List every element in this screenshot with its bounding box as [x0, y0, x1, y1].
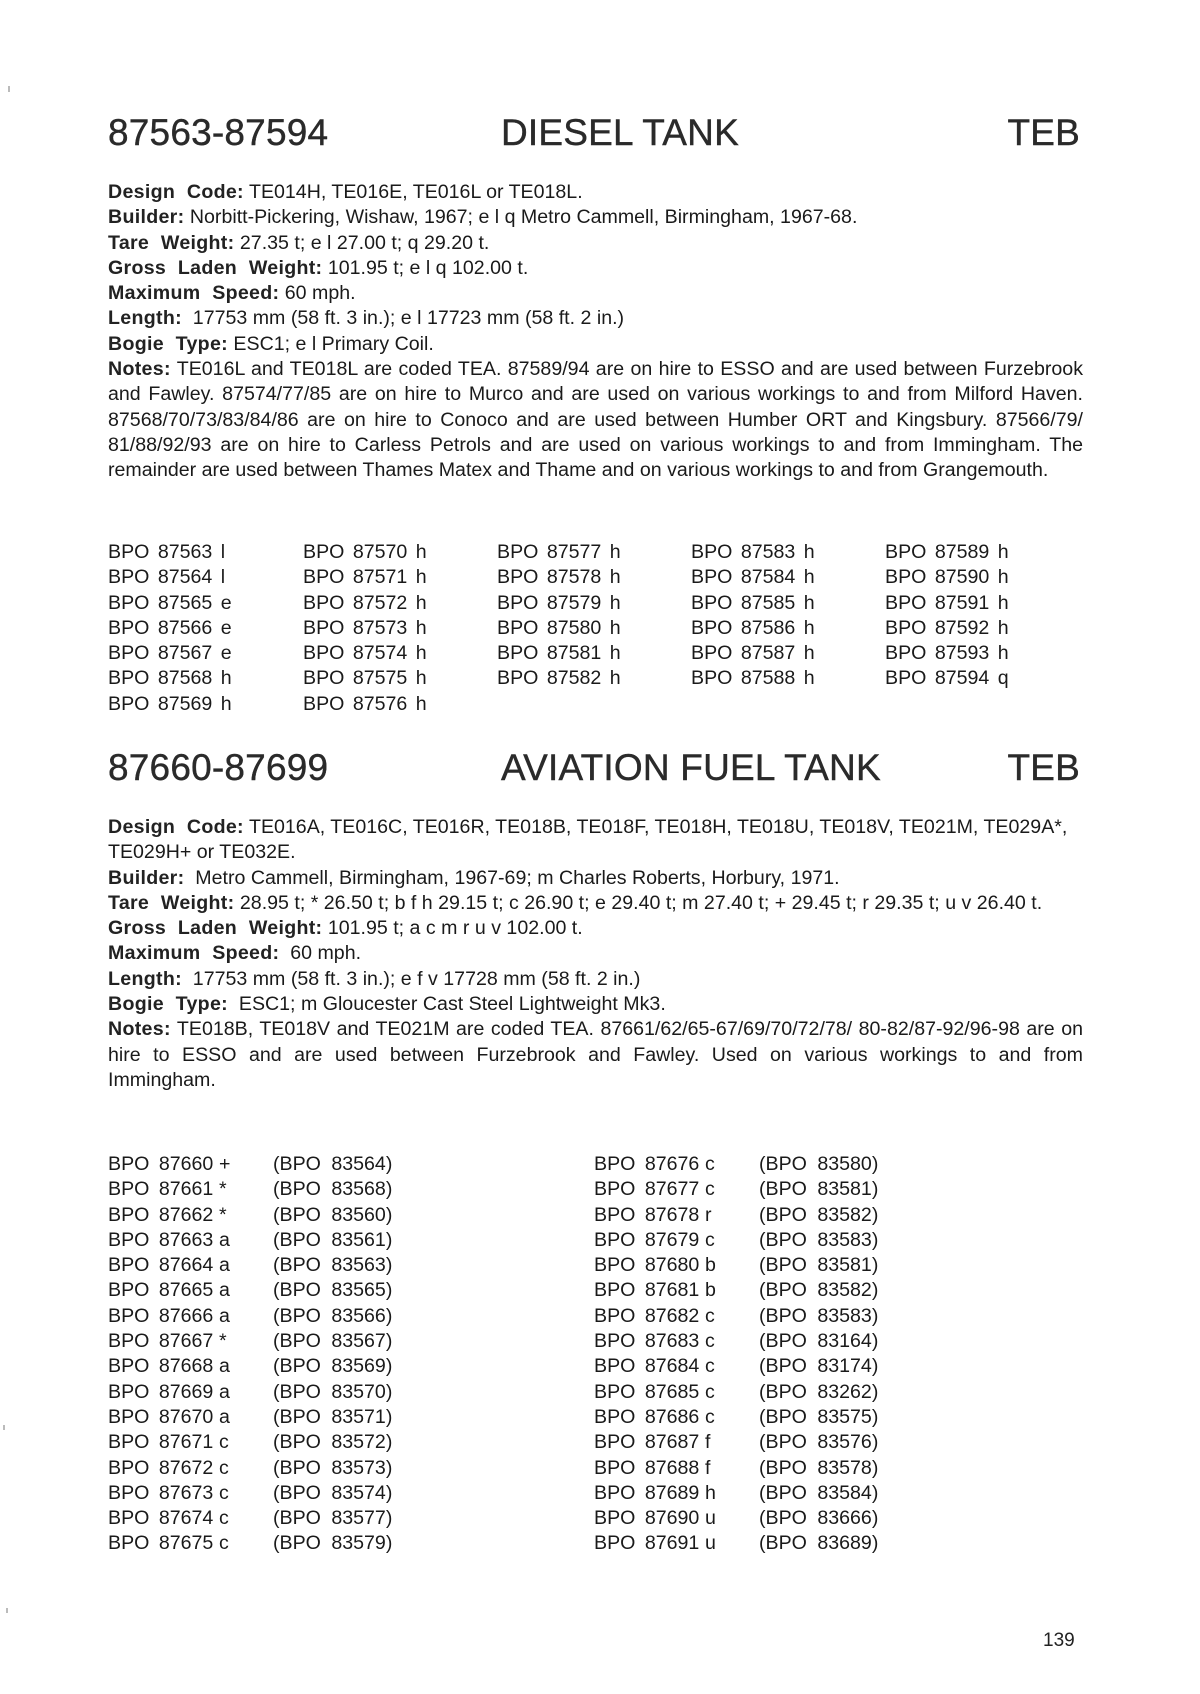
spec-line — [108, 332, 1083, 357]
spec-value: ESC1; m Gloucester Cast Steel Lightweight Mk3. — [227, 993, 666, 1016]
wagon-number: BPO 87687 — [594, 1431, 700, 1454]
wagon-number: BPO 87669 — [108, 1380, 214, 1403]
previous-number: (BPO 83560) — [273, 1203, 393, 1226]
spec-label: Length: — [108, 967, 182, 990]
spec-line — [108, 306, 1083, 331]
wagon-entry: BPO 87580 h — [497, 616, 621, 639]
variant-flag: c — [705, 1178, 715, 1201]
previous-number: (BPO 83571) — [273, 1405, 393, 1428]
previous-number: (BPO 83581) — [759, 1178, 879, 1201]
fleet-column — [303, 540, 483, 717]
wagon-number: BPO 87678 — [594, 1203, 700, 1226]
variant-flag: b — [705, 1254, 716, 1277]
wagon-entry: BPO 87567 e — [108, 642, 232, 665]
wagon-number: BPO 87685 — [594, 1380, 700, 1403]
scan-speck — [3, 1425, 5, 1430]
spec-value: TE016A, TE016C, TE016R, TE018B, TE018F, TE018H, TE018U, TE018V, TE021M, TE029A*, TE029H+ or TE032E. — [108, 816, 1073, 864]
wagon-entry: BPO 87574 h — [303, 642, 427, 665]
spec-value: 27.35 t; e l 27.00 t; q 29.20 t. — [234, 231, 490, 254]
specifications-diesel-tank — [108, 180, 1089, 484]
fleet-column — [108, 540, 288, 717]
spec-label: Maximum Speed: — [108, 282, 280, 305]
wagon-entry: BPO 87585 h — [691, 591, 815, 614]
previous-number: (BPO 83572) — [273, 1431, 393, 1454]
wagon-entry: BPO 87581 h — [497, 642, 621, 665]
wagon-entry: BPO 87578 h — [497, 566, 621, 589]
scan-speck — [8, 86, 10, 92]
wagon-number: BPO 87691 — [594, 1532, 700, 1555]
previous-number: (BPO 83579) — [273, 1532, 393, 1555]
wagon-entry: BPO 87591 h — [885, 591, 1009, 614]
spec-line — [108, 357, 1089, 483]
spec-value: 101.95 t; a c m r u v 102.00 t. — [322, 917, 583, 940]
wagon-number: BPO 87671 — [108, 1431, 214, 1454]
fleet-column — [691, 540, 871, 692]
variant-flag: * — [219, 1330, 227, 1353]
variant-flag: h — [705, 1481, 716, 1504]
spec-line — [108, 967, 1083, 992]
previous-number: (BPO 83561) — [273, 1228, 393, 1251]
wagon-entry: BPO 87575 h — [303, 667, 427, 690]
variant-flag: a — [219, 1254, 230, 1277]
wagon-number-range: 87660-87699 — [108, 747, 329, 788]
variant-flag: c — [219, 1507, 229, 1530]
previous-number: (BPO 83583) — [759, 1304, 879, 1327]
wagon-number-range: 87563-87594 — [108, 112, 329, 153]
variant-flag: c — [705, 1405, 715, 1428]
variant-flag: u — [705, 1507, 716, 1530]
wagon-number: BPO 87668 — [108, 1355, 214, 1378]
previous-number: (BPO 83582) — [759, 1203, 879, 1226]
wagon-entry: BPO 87568 h — [108, 667, 232, 690]
wagon-number: BPO 87664 — [108, 1254, 214, 1277]
spec-value: 60 mph. — [279, 282, 356, 305]
spec-line — [108, 281, 1083, 306]
spec-label: Length: — [108, 307, 182, 330]
wagon-type-title: AVIATION FUEL TANK — [501, 747, 881, 788]
previous-number: (BPO 83584) — [759, 1481, 879, 1504]
wagon-entry: BPO 87592 h — [885, 616, 1009, 639]
variant-flag: c — [219, 1481, 229, 1504]
wagon-entry: BPO 87587 h — [691, 642, 815, 665]
wagon-entry: BPO 87593 h — [885, 642, 1009, 665]
wagon-number: BPO 87684 — [594, 1355, 700, 1378]
wagon-number: BPO 87676 — [594, 1153, 700, 1175]
wagon-number: BPO 87689 — [594, 1481, 700, 1504]
spec-value: TE018B, TE018V and TE021M are coded TEA. 87661/62/65-67/69/70/72/78/ 80-82/87-92/96-98 are on hire to ESSO and are used between Furzebrook and Fawley. Used on various workings to and from Immingham. — [108, 1018, 1089, 1091]
wagon-number: BPO 87675 — [108, 1532, 214, 1555]
scan-speck — [6, 1608, 8, 1613]
previous-number: (BPO 83574) — [273, 1481, 393, 1504]
spec-label: Design Code: — [108, 816, 244, 838]
spec-label: Tare Weight: — [108, 891, 235, 914]
spec-line — [108, 180, 1083, 205]
spec-value: 17753 mm (58 ft. 3 in.); e f v 17728 mm (58 ft. 2 in.) — [181, 967, 641, 990]
previous-number: (BPO 83174) — [759, 1355, 879, 1378]
spec-value: TE014H, TE016E, TE016L or TE018L. — [243, 181, 583, 203]
variant-flag: a — [219, 1304, 230, 1327]
spec-value: 60 mph. — [279, 942, 362, 965]
previous-number: (BPO 83689) — [759, 1532, 879, 1555]
spec-value: 17753 mm (58 ft. 3 in.); e l 17723 mm (58 ft. 2 in.) — [181, 307, 625, 330]
spec-value: 101.95 t; e l q 102.00 t. — [322, 256, 529, 279]
spec-line — [108, 941, 1083, 966]
spec-label: Builder: — [108, 206, 185, 229]
variant-flag: c — [705, 1355, 715, 1378]
wagon-number: BPO 87672 — [108, 1456, 214, 1479]
previous-number: (BPO 83580) — [759, 1153, 879, 1175]
wagon-number: BPO 87686 — [594, 1405, 700, 1428]
wagon-number: BPO 87660 — [108, 1153, 214, 1175]
variant-flag: * — [219, 1203, 227, 1226]
variant-flag: c — [705, 1153, 715, 1175]
variant-flag: u — [705, 1532, 716, 1555]
previous-number: (BPO 83575) — [759, 1405, 879, 1428]
previous-number: (BPO 83262) — [759, 1380, 879, 1403]
variant-flag: f — [705, 1431, 711, 1454]
spec-line — [108, 992, 1083, 1017]
spec-line — [108, 866, 1083, 891]
variant-flag: b — [705, 1279, 716, 1302]
wagon-number: BPO 87673 — [108, 1481, 214, 1504]
wagon-number: BPO 87662 — [108, 1203, 214, 1226]
previous-number: (BPO 83576) — [759, 1431, 879, 1454]
previous-number: (BPO 83565) — [273, 1279, 393, 1302]
wagon-number: BPO 87688 — [594, 1456, 700, 1479]
wagon-entry: BPO 87590 h — [885, 566, 1009, 589]
previous-number: (BPO 83164) — [759, 1330, 879, 1353]
wagon-entry: BPO 87571 h — [303, 566, 427, 589]
spec-line — [108, 231, 1083, 256]
wagon-entry: BPO 87563 l — [108, 541, 226, 563]
variant-flag: a — [219, 1380, 230, 1403]
wagon-number: BPO 87663 — [108, 1228, 214, 1251]
wagon-entry: BPO 87576 h — [303, 692, 427, 715]
wagon-entry: BPO 87572 h — [303, 591, 427, 614]
spec-label: Notes: — [108, 358, 171, 381]
spec-value: Norbitt-Pickering, Wishaw, 1967; e l q Metro Cammell, Birmingham, 1967-68. — [184, 206, 858, 229]
variant-flag: c — [705, 1304, 715, 1327]
wagon-entry: BPO 87577 h — [497, 541, 621, 563]
section-heading-diesel-tank — [108, 112, 1080, 162]
fleet-column — [885, 540, 1065, 692]
wagon-number: BPO 87677 — [594, 1178, 700, 1201]
wagon-entry: BPO 87573 h — [303, 616, 427, 639]
wagon-number: BPO 87667 — [108, 1330, 214, 1353]
variant-flag: c — [219, 1431, 229, 1454]
spec-value: 28.95 t; * 26.50 t; b f h 29.15 t; c 26.90 t; e 29.40 t; m 27.40 t; + 29.45 t; r 29.35 t; u v 26.40 t. — [234, 891, 1043, 914]
wagon-entry: BPO 87584 h — [691, 566, 815, 589]
wagon-number: BPO 87682 — [594, 1304, 700, 1327]
wagon-entry: BPO 87565 e — [108, 591, 232, 614]
variant-flag: a — [219, 1228, 230, 1251]
tops-code: TEB — [1007, 747, 1080, 788]
wagon-entry: BPO 87566 e — [108, 616, 232, 639]
variant-flag: * — [219, 1178, 227, 1201]
previous-number: (BPO 83566) — [273, 1304, 393, 1327]
wagon-number: BPO 87674 — [108, 1507, 214, 1530]
variant-flag: c — [219, 1532, 229, 1555]
spec-label: Gross Laden Weight: — [108, 917, 323, 940]
section-heading-aviation-fuel-tank — [108, 747, 1080, 797]
previous-number: (BPO 83581) — [759, 1254, 879, 1277]
variant-flag: c — [219, 1456, 229, 1479]
previous-number: (BPO 83583) — [759, 1228, 879, 1251]
previous-number: (BPO 83569) — [273, 1355, 393, 1378]
wagon-entry: BPO 87586 h — [691, 616, 815, 639]
spec-label: Maximum Speed: — [108, 942, 280, 965]
wagon-number: BPO 87679 — [594, 1228, 700, 1251]
variant-flag: c — [705, 1380, 715, 1403]
previous-number: (BPO 83568) — [273, 1178, 393, 1201]
wagon-entry: BPO 87570 h — [303, 541, 427, 563]
wagon-number: BPO 87680 — [594, 1254, 700, 1277]
spec-label: Bogie Type: — [108, 332, 228, 355]
wagon-entry: BPO 87569 h — [108, 692, 232, 715]
spec-label: Design Code: — [108, 181, 244, 203]
wagon-entry: BPO 87583 h — [691, 541, 815, 563]
wagon-type-title: DIESEL TANK — [501, 112, 739, 153]
wagon-entry: BPO 87594 q — [885, 667, 1009, 690]
wagon-number: BPO 87661 — [108, 1178, 214, 1201]
wagon-number: BPO 87683 — [594, 1330, 700, 1353]
variant-flag: c — [705, 1330, 715, 1353]
spec-line — [108, 916, 1083, 941]
spec-label: Notes: — [108, 1018, 171, 1041]
wagon-entry: BPO 87564 l — [108, 566, 226, 589]
variant-flag: a — [219, 1279, 230, 1302]
wagon-number: BPO 87665 — [108, 1279, 214, 1302]
wagon-entry: BPO 87579 h — [497, 591, 621, 614]
spec-label: Tare Weight: — [108, 231, 235, 254]
previous-number: (BPO 83582) — [759, 1279, 879, 1302]
previous-number: (BPO 83577) — [273, 1507, 393, 1530]
fleet-column — [497, 540, 677, 692]
variant-flag: c — [705, 1228, 715, 1251]
spec-label: Builder: — [108, 866, 185, 889]
spec-line — [108, 891, 1083, 916]
previous-number: (BPO 83567) — [273, 1330, 393, 1353]
wagon-number: BPO 87670 — [108, 1405, 214, 1428]
variant-flag: a — [219, 1355, 230, 1378]
spec-value: TE016L and TE018L are coded TEA. 87589/94 are on hire to ESSO and are used between Furzebrook and Fawley. 87574/77/85 are on hire to Murco and are used on various workings to and from Milford Haven. 87568/70/73/83/84/86 are on hire to Conoco and are used between Humber ORT and Kingsbury. 87566/79/ 81/88/92/93 are on hire to Carless Petrols and are used on various workings to and from Immingham. The remainder are used between Thames Matex and Thame and on various workings to and from Grangemouth. — [108, 358, 1089, 482]
page-number: 139 — [1043, 1630, 1075, 1651]
previous-number: (BPO 83666) — [759, 1507, 879, 1530]
previous-number: (BPO 83570) — [273, 1380, 393, 1403]
wagon-entry: BPO 87588 h — [691, 667, 815, 690]
wagon-entry: BPO 87589 h — [885, 541, 1009, 563]
specifications-aviation-fuel-tank — [108, 815, 1089, 1093]
spec-line — [108, 1017, 1089, 1093]
wagon-number: BPO 87666 — [108, 1304, 214, 1327]
tops-code: TEB — [1007, 112, 1080, 153]
spec-value: Metro Cammell, Birmingham, 1967-69; m Charles Roberts, Horbury, 1971. — [184, 866, 840, 889]
wagon-number: BPO 87681 — [594, 1279, 700, 1302]
spec-label: Gross Laden Weight: — [108, 256, 323, 279]
spec-label: Bogie Type: — [108, 993, 228, 1016]
variant-flag: + — [219, 1153, 231, 1175]
variant-flag: a — [219, 1405, 230, 1428]
variant-flag: f — [705, 1456, 711, 1479]
previous-number: (BPO 83573) — [273, 1456, 393, 1479]
spec-line — [108, 256, 1083, 281]
spec-value: ESC1; e l Primary Coil. — [227, 332, 434, 355]
previous-number: (BPO 83564) — [273, 1153, 393, 1175]
previous-number: (BPO 83563) — [273, 1254, 393, 1277]
wagon-number: BPO 87690 — [594, 1507, 700, 1530]
variant-flag: r — [705, 1203, 712, 1226]
spec-line — [108, 205, 1083, 230]
previous-number: (BPO 83578) — [759, 1456, 879, 1479]
wagon-entry: BPO 87582 h — [497, 667, 621, 690]
spec-line — [108, 815, 1083, 866]
